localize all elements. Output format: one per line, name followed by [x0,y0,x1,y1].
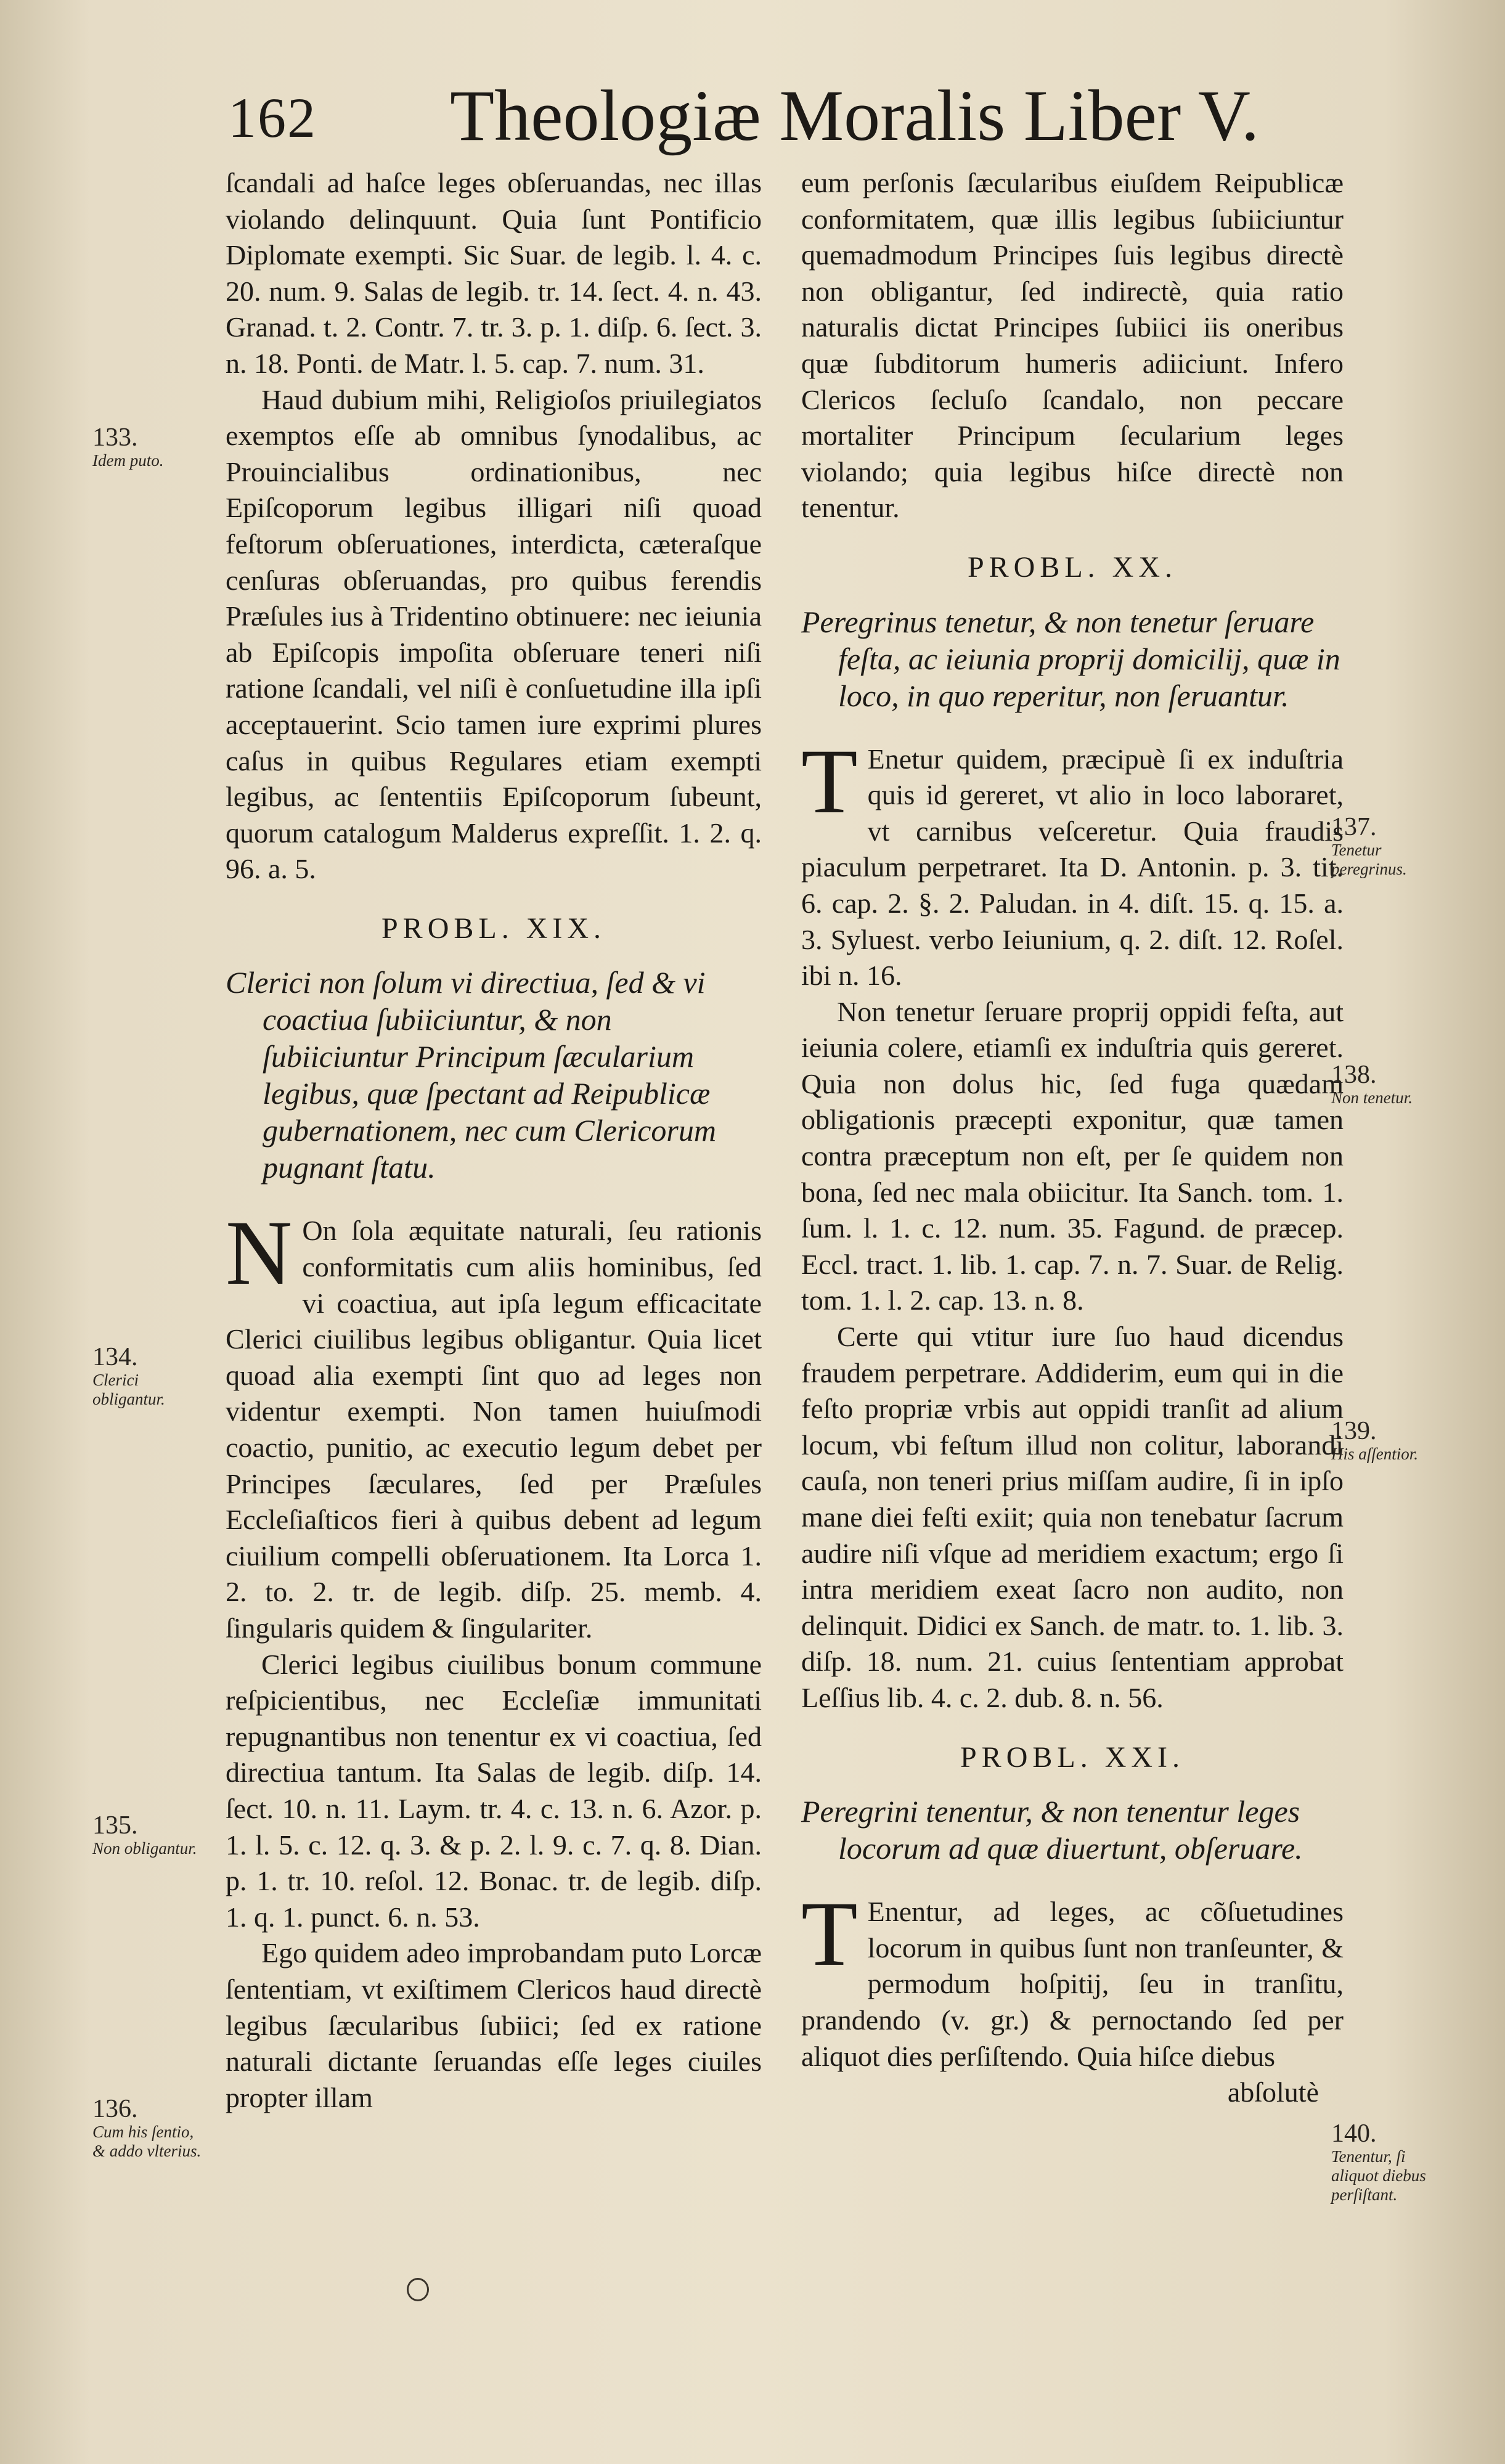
page-number: 162 [228,86,317,149]
left-column [226,165,762,2116]
margin-note: 136. Cum his ſentio, & addo vlterius. [92,2095,202,2160]
paragraph: Non tenetur ſeruare proprij oppidi feſta, aut ieiunia colere, etiamſi ex induſtria quis gereret. Quia non dolus hic, ſed fuga quædam obligationis præcepti exponitur, quæ tamen contra præceptum non eſt, per ſe quidem non bona, ſed nec mala obiicitur. Ita Sanch. tom. 1. ſum. l. 1. c. 12. num. 35. Fagund. de præcep. Eccl. tract. 1. lib. 1. cap. 7. n. 7. Suar. de Relig. tom. 1. l. 2. cap. 13. n. 8. [801,995,1344,1316]
paragraph: Haud dubium mihi, Religioſos priuilegiatos exemptos eſſe ab omnibus ſynodalibus, ac Prouincialibus ordinationibus, nec Epiſcoporum legibus illigari niſi quoad feſtorum obſeruationes, interdicta, cæteraſque cenſuras obſeruandas, pro quibus ferendis Præſules ius à Tridentino obtinuere: nec ieiunia ab Epiſcopis impoſita obſeruare teneri niſi ratione ſcandali, vel niſi è conſuetudine illa ipſi acceptauerint. Scio tamen iure exprimi plures caſus in quibus Regulares etiam exempti legibus, ac ſententiis Epiſcoporum ſubeunt, quorum catalogum Malderus expreſſit. 1. 2. q. 96. a. 5. [226,383,762,885]
paragraph: Ego quidem adeo improbandam puto Lorcæ ſententiam, vt exiſtimem Clericos haud directè legibus ſæcularibus ſubiici; ſed ex ratione naturali dictante ſeruandas eſſe leges ciuiles propter illam [226,1937,762,2113]
catchword: abſolutè [1227,2076,1319,2108]
margin-note: 138. Non tenetur. [1331,1061,1413,1107]
margin-note: 133. Idem puto. [92,423,164,470]
paragraph: T Enentur, ad leges, ac cõſuetudines locorum in quibus ſunt non tranſeunter, & permodum hoſpitij, ſeu in tranſitu, prandendo (v. gr.) & pernoctando ſed per aliquot dies perſiſtendo. Quia hiſce diebus [801,1883,1344,2072]
problem-title: Peregrinus tenetur, & non tenetur ſeruare feſta, ac ieiunia proprij domicilij, quæ in loco, in quo reperitur, non ſeruantur. [801,604,1340,713]
paragraph: eum perſonis ſæcularibus eiuſdem Reipublicæ conformitatem, quæ illis legibus ſubiiciuntur quemadmodum Principes ſuis legibus directè non obligantur, ſed indirectè, quia ratio naturalis dictat Principes ſubiici iis oneribus quæ ſubditorum humeris adiiciunt. Infero Clericos ſecluſo ſcandalo, non peccare mortaliter Principum ſecularium leges violando; quia legibus hiſce directè non tenentur. [801,167,1344,524]
margin-note: 139. His aſſentior. [1331,1417,1419,1463]
problem-title: Clerici non ſolum vi directiua, ſed & vi coactiua ſubiiciuntur, & non ſubiiciuntur Principum ſæcularium legibus, quæ ſpectant ad Reipublicæ gubernationem, nec cum Clericorum pugnant ſtatu. [226,965,716,1185]
margin-note: 135. Non obligantur. [92,1811,197,1858]
drop-cap: T [801,730,858,833]
page-header [228,74,1276,160]
paragraph: ſcandali ad haſce leges obſeruandas, nec illas violando delinquunt. Quia ſunt Pontificio Diplomate exempti. Sic Suar. de legib. l. 4. c. 20. num. 9. Salas de legib. tr. 14. ſect. 4. n. 43. Granad. t. 2. Contr. 7. tr. 3. p. 1. diſp. 6. ſect. 3. n. 18. Ponti. de Matr. l. 5. cap. 7. num. 31. [226,167,762,379]
paragraph: Clerici legibus ciuilibus bonum commune reſpicientibus, nec Eccleſiæ immunitati repugnantibus non tenentur ex vi coactiua, ſed directiua tantum. Ita Salas de legib. diſp. 14. ſect. 10. n. 11. Laym. tr. 4. c. 13. n. 6. Azor. p. 1. l. 5. c. 12. q. 3. & p. 2. l. 9. c. 7. q. 8. Dian. p. 1. tr. 10. reſol. 12. Bonac. tr. de legib. diſp. 1. q. 1. punct. 6. n. 53. [226,1648,762,1933]
problem-heading: PROBL. XIX. [381,912,606,945]
drop-cap: T [801,1883,858,1986]
margin-note: 140. Tenentur, ſi aliquot diebus perſiſtant. [1331,2119,1426,2204]
margin-note: 137. Tenetur peregrinus. [1331,813,1407,878]
drop-cap: N [226,1202,293,1305]
paragraph: T Enetur quidem, præcipuè ſi ex induſtria quis id gereret, vt alio in loco laboraret, vt carnibus veſceretur. Quia fraudis piaculum perpetraret. Ita D. Antonin. p. 3. tit. 6. cap. 2. §. 2. Paludan. in 4. diſt. 15. q. 15. a. 3. Syluest. verbo Ieiunium, q. 2. diſt. 12. Roſel. ibi n. 16. [801,730,1344,992]
right-column [801,165,1344,2111]
paragraph: Certe qui vtitur iure ſuo haud dicendus fraudem perpetrare. Addiderim, eum qui in die feſto propriæ vrbis aut oppidi tranſit ad alium locum, vbi feſtum illud non colitur, laborandi cauſa, non teneri prius miſſam audire, ſi in ipſo mane diei feſti exiit; quia non tenebatur ſacrum audire niſi vſque ad meridiem exactum; ergo ſi intra meridiem exeat ſacro non audito, non delinquit. Didici ex Sanch. de matr. to. 1. lib. 3. diſp. 18. num. 21. cuius ſententiam approbat Leſſius lib. 4. c. 2. dub. 8. n. 56. [801,1321,1344,1713]
ornament-circle [407,2278,429,2301]
problem-title: Peregrini tenentur, & non tenentur leges locorum ad quæ diuertunt, obſeruare. [801,1794,1303,1866]
problem-heading: PROBL. XX. [967,550,1178,584]
problem-heading: PROBL. XXI. [960,1740,1185,1774]
paragraph: N On ſola æquitate naturali, ſeu rationis conformitatis cum aliis hominibus, ſed vi coactiua, aut ipſa legum efficacitate Clerici ciuilibus legibus obligantur. Quia licet quoad alia exempti ſint quo ad leges non videntur exempti. Non tamen huiuſmodi coactio, punitio, ac executio legum debet per Principes ſæculares, ſed per Præſules Eccleſiaſticos fieri à quibus debent ad legum ciuilium compelli obſeruationem. Ita Lorca 1. 2. to. 2. tr. de legib. diſp. 25. memb. 4. ſingularis quidem & ſingulariter. [226,1202,762,1644]
running-title: Theologiæ Moralis Liber V. [450,75,1260,156]
margin-note: 134. Clerici obligantur. [92,1343,165,1408]
